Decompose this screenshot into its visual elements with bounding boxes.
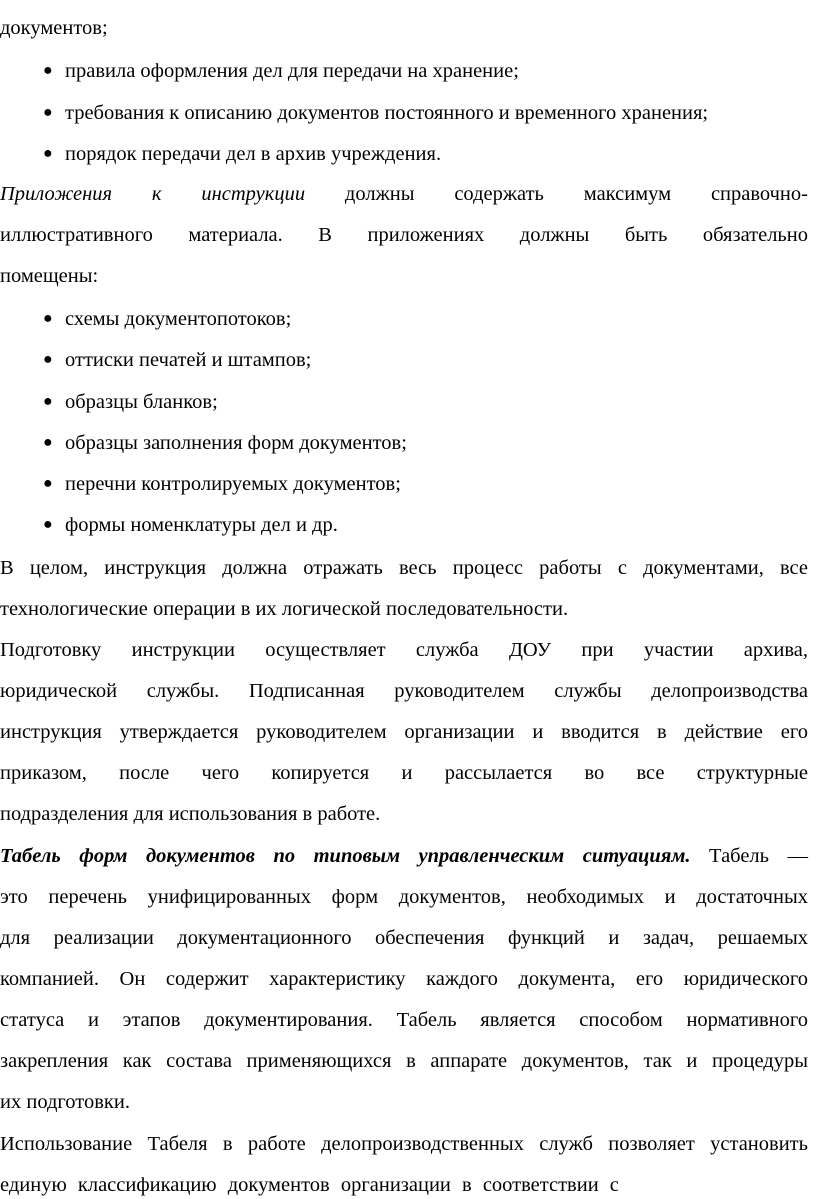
paragraph-line bbox=[0, 842, 808, 870]
paragraph-line: подразделения для использования в работе. bbox=[0, 803, 381, 825]
paragraph-line: приказом, после чего копируется и рассылается во все структурные bbox=[0, 762, 808, 784]
bullet-icon: ● bbox=[43, 62, 53, 79]
list-item bbox=[43, 346, 803, 374]
list-item-text: образцы бланков; bbox=[65, 391, 218, 413]
list-item-text: порядок передачи дел в архив учреждения. bbox=[65, 143, 442, 165]
bold-italic-term: Табель форм документов по типовым управленческим ситуациям. bbox=[0, 845, 691, 867]
list-item bbox=[43, 305, 803, 333]
text-span: Табель — bbox=[690, 845, 809, 867]
bullet-icon: ● bbox=[43, 475, 53, 492]
list-item bbox=[43, 388, 803, 416]
paragraph-line: помещены: bbox=[0, 265, 99, 287]
text-line: документов; bbox=[0, 17, 108, 39]
list-item bbox=[43, 511, 803, 539]
paragraph-line: это перечень унифицированных форм документов, необходимых и достаточных bbox=[0, 886, 808, 908]
bullet-icon: ● bbox=[43, 145, 53, 162]
list-item-text: образцы заполнения форм документов; bbox=[65, 432, 407, 454]
paragraph-line: закрепления как состава применяющихся в аппарате документов, так и процедуры bbox=[0, 1050, 808, 1072]
list-item bbox=[43, 57, 803, 85]
text-span: должны содержать максимум справочно- bbox=[305, 183, 808, 205]
bullet-icon: ● bbox=[43, 104, 53, 121]
list-item-text: формы номенклатуры дел и др. bbox=[65, 514, 338, 536]
paragraph-line: единую классификацию документов организации в соответствии с bbox=[0, 1174, 619, 1196]
list-item bbox=[43, 99, 803, 127]
list-item-text: оттиски печатей и штампов; bbox=[65, 349, 312, 371]
paragraph-line: юридической службы. Подписанная руководителем службы делопроизводства bbox=[0, 680, 808, 702]
paragraph-line: иллюстративного материала. В приложениях должны быть обязательно bbox=[0, 224, 808, 246]
bullet-icon: ● bbox=[43, 516, 53, 533]
list-item-text: схемы документопотоков; bbox=[65, 308, 292, 330]
bullet-icon: ● bbox=[43, 351, 53, 368]
list-item bbox=[43, 140, 803, 168]
list-item bbox=[43, 470, 803, 498]
bullet-icon: ● bbox=[43, 393, 53, 410]
paragraph-line: Подготовку инструкции осуществляет служба ДОУ при участии архива, bbox=[0, 639, 808, 661]
paragraph-line: В целом, инструкция должна отражать весь процесс работы с документами, все bbox=[0, 557, 808, 579]
paragraph-line: компанией. Он содержит характеристику каждого документа, его юридического bbox=[0, 968, 808, 990]
list-item bbox=[43, 429, 803, 457]
bullet-icon: ● bbox=[43, 310, 53, 327]
list-item-text: требования к описанию документов постоянного и временного хранения; bbox=[65, 102, 709, 124]
paragraph-line: их подготовки. bbox=[0, 1091, 130, 1113]
list-item-text: правила оформления дел для передачи на хранение; bbox=[65, 60, 519, 82]
paragraph-line bbox=[0, 180, 808, 208]
bullet-icon: ● bbox=[43, 434, 53, 451]
paragraph-line: для реализации документационного обеспечения функций и задач, решаемых bbox=[0, 927, 808, 949]
paragraph-line: статуса и этапов документирования. Табель является способом нормативного bbox=[0, 1009, 808, 1031]
list-item-text: перечни контролируемых документов; bbox=[65, 473, 401, 495]
paragraph-line: Использование Табеля в работе делопроизводственных служб позволяет установить bbox=[0, 1133, 808, 1155]
italic-term: Приложения к инструкции bbox=[0, 183, 306, 205]
paragraph-line: технологические операции в их логической последовательности. bbox=[0, 598, 569, 620]
paragraph-line: инструкция утверждается руководителем организации и вводится в действие его bbox=[0, 721, 808, 743]
